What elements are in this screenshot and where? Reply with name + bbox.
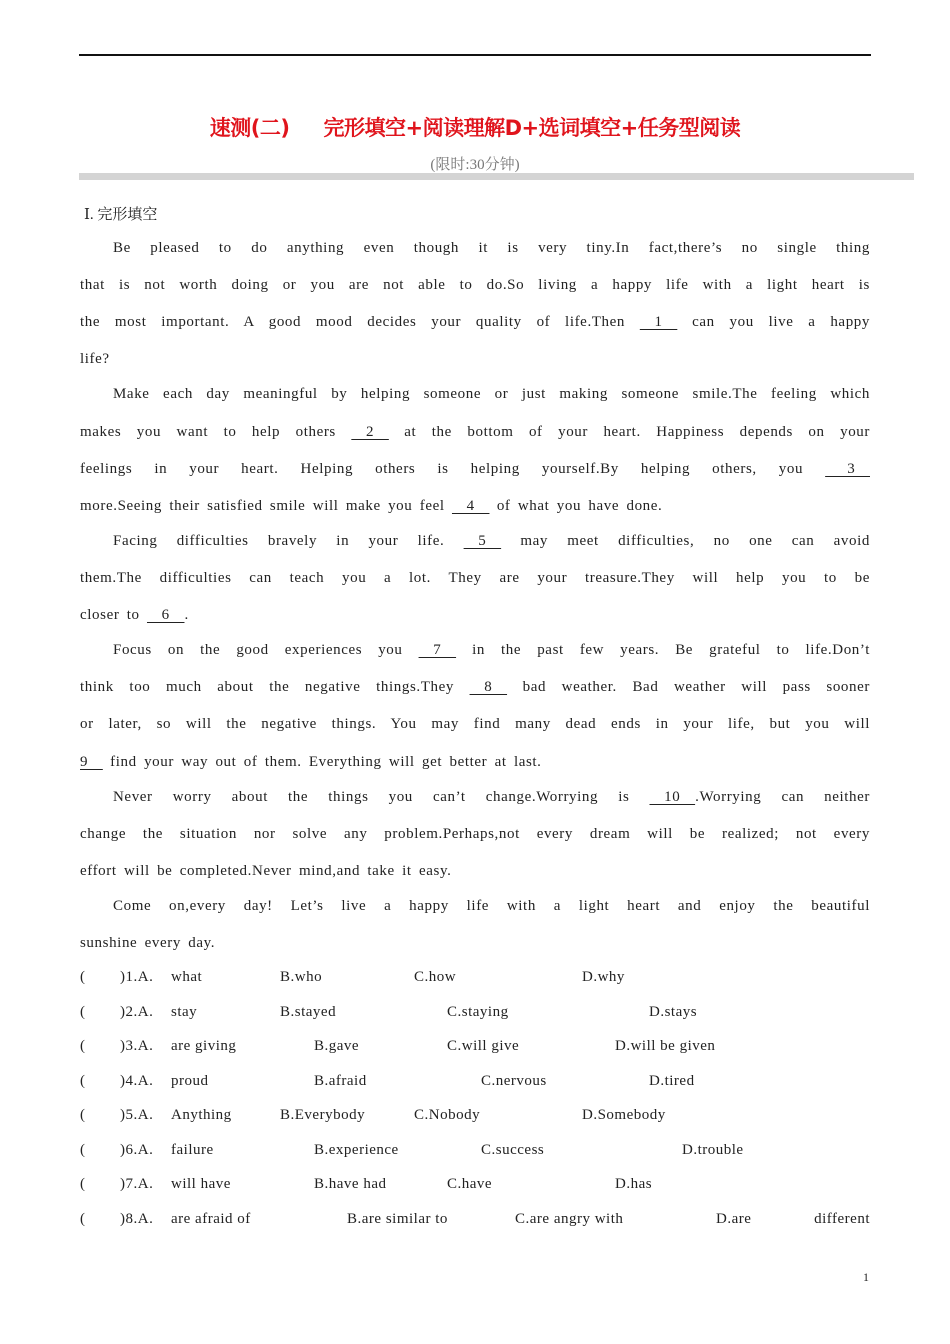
passage-line <box>80 752 870 772</box>
passage-text: life? <box>80 351 110 367</box>
question-number: )7.A. <box>120 1176 154 1192</box>
answer-paren: ( <box>80 969 86 985</box>
passage-text: of what you have done. <box>489 498 663 514</box>
option-c: C.are angry with <box>515 1211 624 1227</box>
option-a: what <box>171 969 203 985</box>
passage-text: Come on,every day! Let’s live a happy life with a light heart and enjoy the beautiful <box>113 898 870 914</box>
passage-text: bad weather. Bad weather will pass sooner <box>507 679 870 695</box>
passage-text: in the past few years. Be grateful to life.Don’t <box>456 642 870 658</box>
answer-paren: ( <box>80 1142 86 1158</box>
question-number: )1.A. <box>120 969 154 985</box>
option-a: proud <box>171 1073 209 1089</box>
answer-paren: ( <box>80 1004 86 1020</box>
passage-text: can you live a happy <box>677 314 870 330</box>
option-c: C.how <box>414 969 457 985</box>
passage-text: feelings in your heart. Helping others is helping yourself.By helping others, you <box>80 461 826 477</box>
option-c: C.nervous <box>481 1073 547 1089</box>
option-b: B.stayed <box>280 1004 337 1020</box>
passage-text: Make each day meaningful by helping someone or just making someone smile.The feeling which <box>113 386 870 402</box>
option-d: D.trouble <box>682 1142 744 1158</box>
option-d: D.are different <box>716 1211 870 1227</box>
passage-line <box>113 787 870 807</box>
passage-line <box>80 605 870 625</box>
page-title <box>0 112 950 142</box>
option-a: are giving <box>171 1038 237 1054</box>
passage-line <box>113 896 870 916</box>
option-c: C.success <box>481 1142 545 1158</box>
answer-blank: 2 <box>351 424 389 440</box>
passage-text: makes you want to help others <box>80 424 352 440</box>
header-rule <box>79 54 871 56</box>
passage-line <box>80 568 870 588</box>
option-a: will have <box>171 1176 231 1192</box>
option-b: B.experience <box>314 1142 399 1158</box>
passage-line <box>80 824 870 844</box>
title-part1: 速测(二) <box>209 116 290 140</box>
option-d: D.Somebody <box>582 1107 666 1123</box>
passage-text: Be pleased to do anything even though it is very tiny.In fact,there’s no single thing <box>113 240 870 256</box>
option-b: B.who <box>280 969 323 985</box>
answer-blank: 9 <box>80 754 103 770</box>
question-number: )4.A. <box>120 1073 154 1089</box>
page-number: 1 <box>863 1270 869 1284</box>
question-number: )5.A. <box>120 1107 154 1123</box>
answer-paren: ( <box>80 1211 86 1227</box>
answer-blank: 4 <box>451 498 490 514</box>
passage-line <box>80 496 870 516</box>
passage-line <box>80 714 870 734</box>
passage-text: Focus on the good experiences you <box>113 642 419 658</box>
option-c: C.have <box>447 1176 493 1192</box>
passage-line <box>80 275 870 295</box>
option-a: stay <box>171 1004 198 1020</box>
option-b: B.afraid <box>314 1073 367 1089</box>
option-b: B.gave <box>314 1038 360 1054</box>
answer-blank: 1 <box>639 314 678 330</box>
passage-text: .Worrying can neither <box>695 789 870 805</box>
option-b: B.have had <box>314 1176 387 1192</box>
passage-line <box>113 640 870 660</box>
passage-text: closer to <box>80 607 147 623</box>
question-number: )2.A. <box>120 1004 154 1020</box>
option-a: failure <box>171 1142 214 1158</box>
answer-blank: 8 <box>469 679 508 695</box>
answer-blank: 5 <box>463 533 502 549</box>
question-number: )8.A. <box>120 1211 154 1227</box>
answer-blank: 7 <box>418 642 457 658</box>
question-number: )6.A. <box>120 1142 154 1158</box>
passage-text: . <box>184 607 189 623</box>
answer-paren: ( <box>80 1107 86 1123</box>
passage-line <box>80 349 870 369</box>
option-d: D.tired <box>649 1073 695 1089</box>
passage-text: Never worry about the things you can’t change.Worrying is <box>113 789 650 805</box>
passage-line <box>80 933 870 953</box>
passage-text: sunshine every day. <box>80 935 216 951</box>
passage-text: the most important. A good mood decides your quality of life.Then <box>80 314 640 330</box>
option-b: B.are similar to <box>347 1211 448 1227</box>
answer-paren: ( <box>80 1073 86 1089</box>
passage-line <box>80 861 870 881</box>
answer-blank: 10 <box>649 789 696 805</box>
section-heading: Ⅰ. 完形填空 <box>84 207 158 223</box>
option-a: Anything <box>171 1107 232 1123</box>
passage-text: more.Seeing their satisfied smile will make you feel <box>80 498 452 514</box>
passage-text: or later, so will the negative things. You may find many dead ends in your life, but you will <box>80 716 870 732</box>
passage-text: at the bottom of your heart. Happiness depends on your <box>388 424 870 440</box>
option-c: C.staying <box>447 1004 509 1020</box>
passage-line <box>113 384 870 404</box>
passage-line <box>113 531 870 551</box>
passage-text: change the situation nor solve any problem.Perhaps,not every dream will be realized; not every <box>80 826 870 842</box>
passage-line <box>80 422 870 442</box>
answer-paren: ( <box>80 1038 86 1054</box>
passage-text: them.The difficulties can teach you a lot. They are your treasure.They will help you to be <box>80 570 870 586</box>
option-a: are afraid of <box>171 1211 251 1227</box>
passage-line <box>113 238 870 258</box>
passage-text: may meet difficulties, no one can avoid <box>501 533 870 549</box>
option-d: D.has <box>615 1176 653 1192</box>
passage-text: that is not worth doing or you are not able to do.So living a happy life with a light heart is <box>80 277 870 293</box>
option-d: D.will be given <box>615 1038 716 1054</box>
passage-text: think too much about the negative things.They <box>80 679 470 695</box>
time-limit: (限时:30分钟) <box>430 157 520 173</box>
option-c: C.Nobody <box>414 1107 481 1123</box>
passage-line <box>80 459 870 479</box>
answer-blank: 6 <box>146 607 185 623</box>
option-b: B.Everybody <box>280 1107 366 1123</box>
answer-blank: 3 <box>825 461 870 477</box>
passage-text: effort will be completed.Never mind,and take it easy. <box>80 863 452 879</box>
passage-text: Facing difficulties bravely in your life. <box>113 533 464 549</box>
title-part2: 完形填空+阅读理解D+选词填空+任务型阅读 <box>323 116 741 140</box>
option-c: C.will give <box>447 1038 520 1054</box>
answer-paren: ( <box>80 1176 86 1192</box>
question-number: )3.A. <box>120 1038 154 1054</box>
passage-line <box>80 312 870 332</box>
option-d: D.why <box>582 969 625 985</box>
passage-text: find your way out of them. Everything will get better at last. <box>102 754 542 770</box>
option-d: D.stays <box>649 1004 698 1020</box>
passage-line <box>80 677 870 697</box>
divider-band <box>79 173 914 180</box>
